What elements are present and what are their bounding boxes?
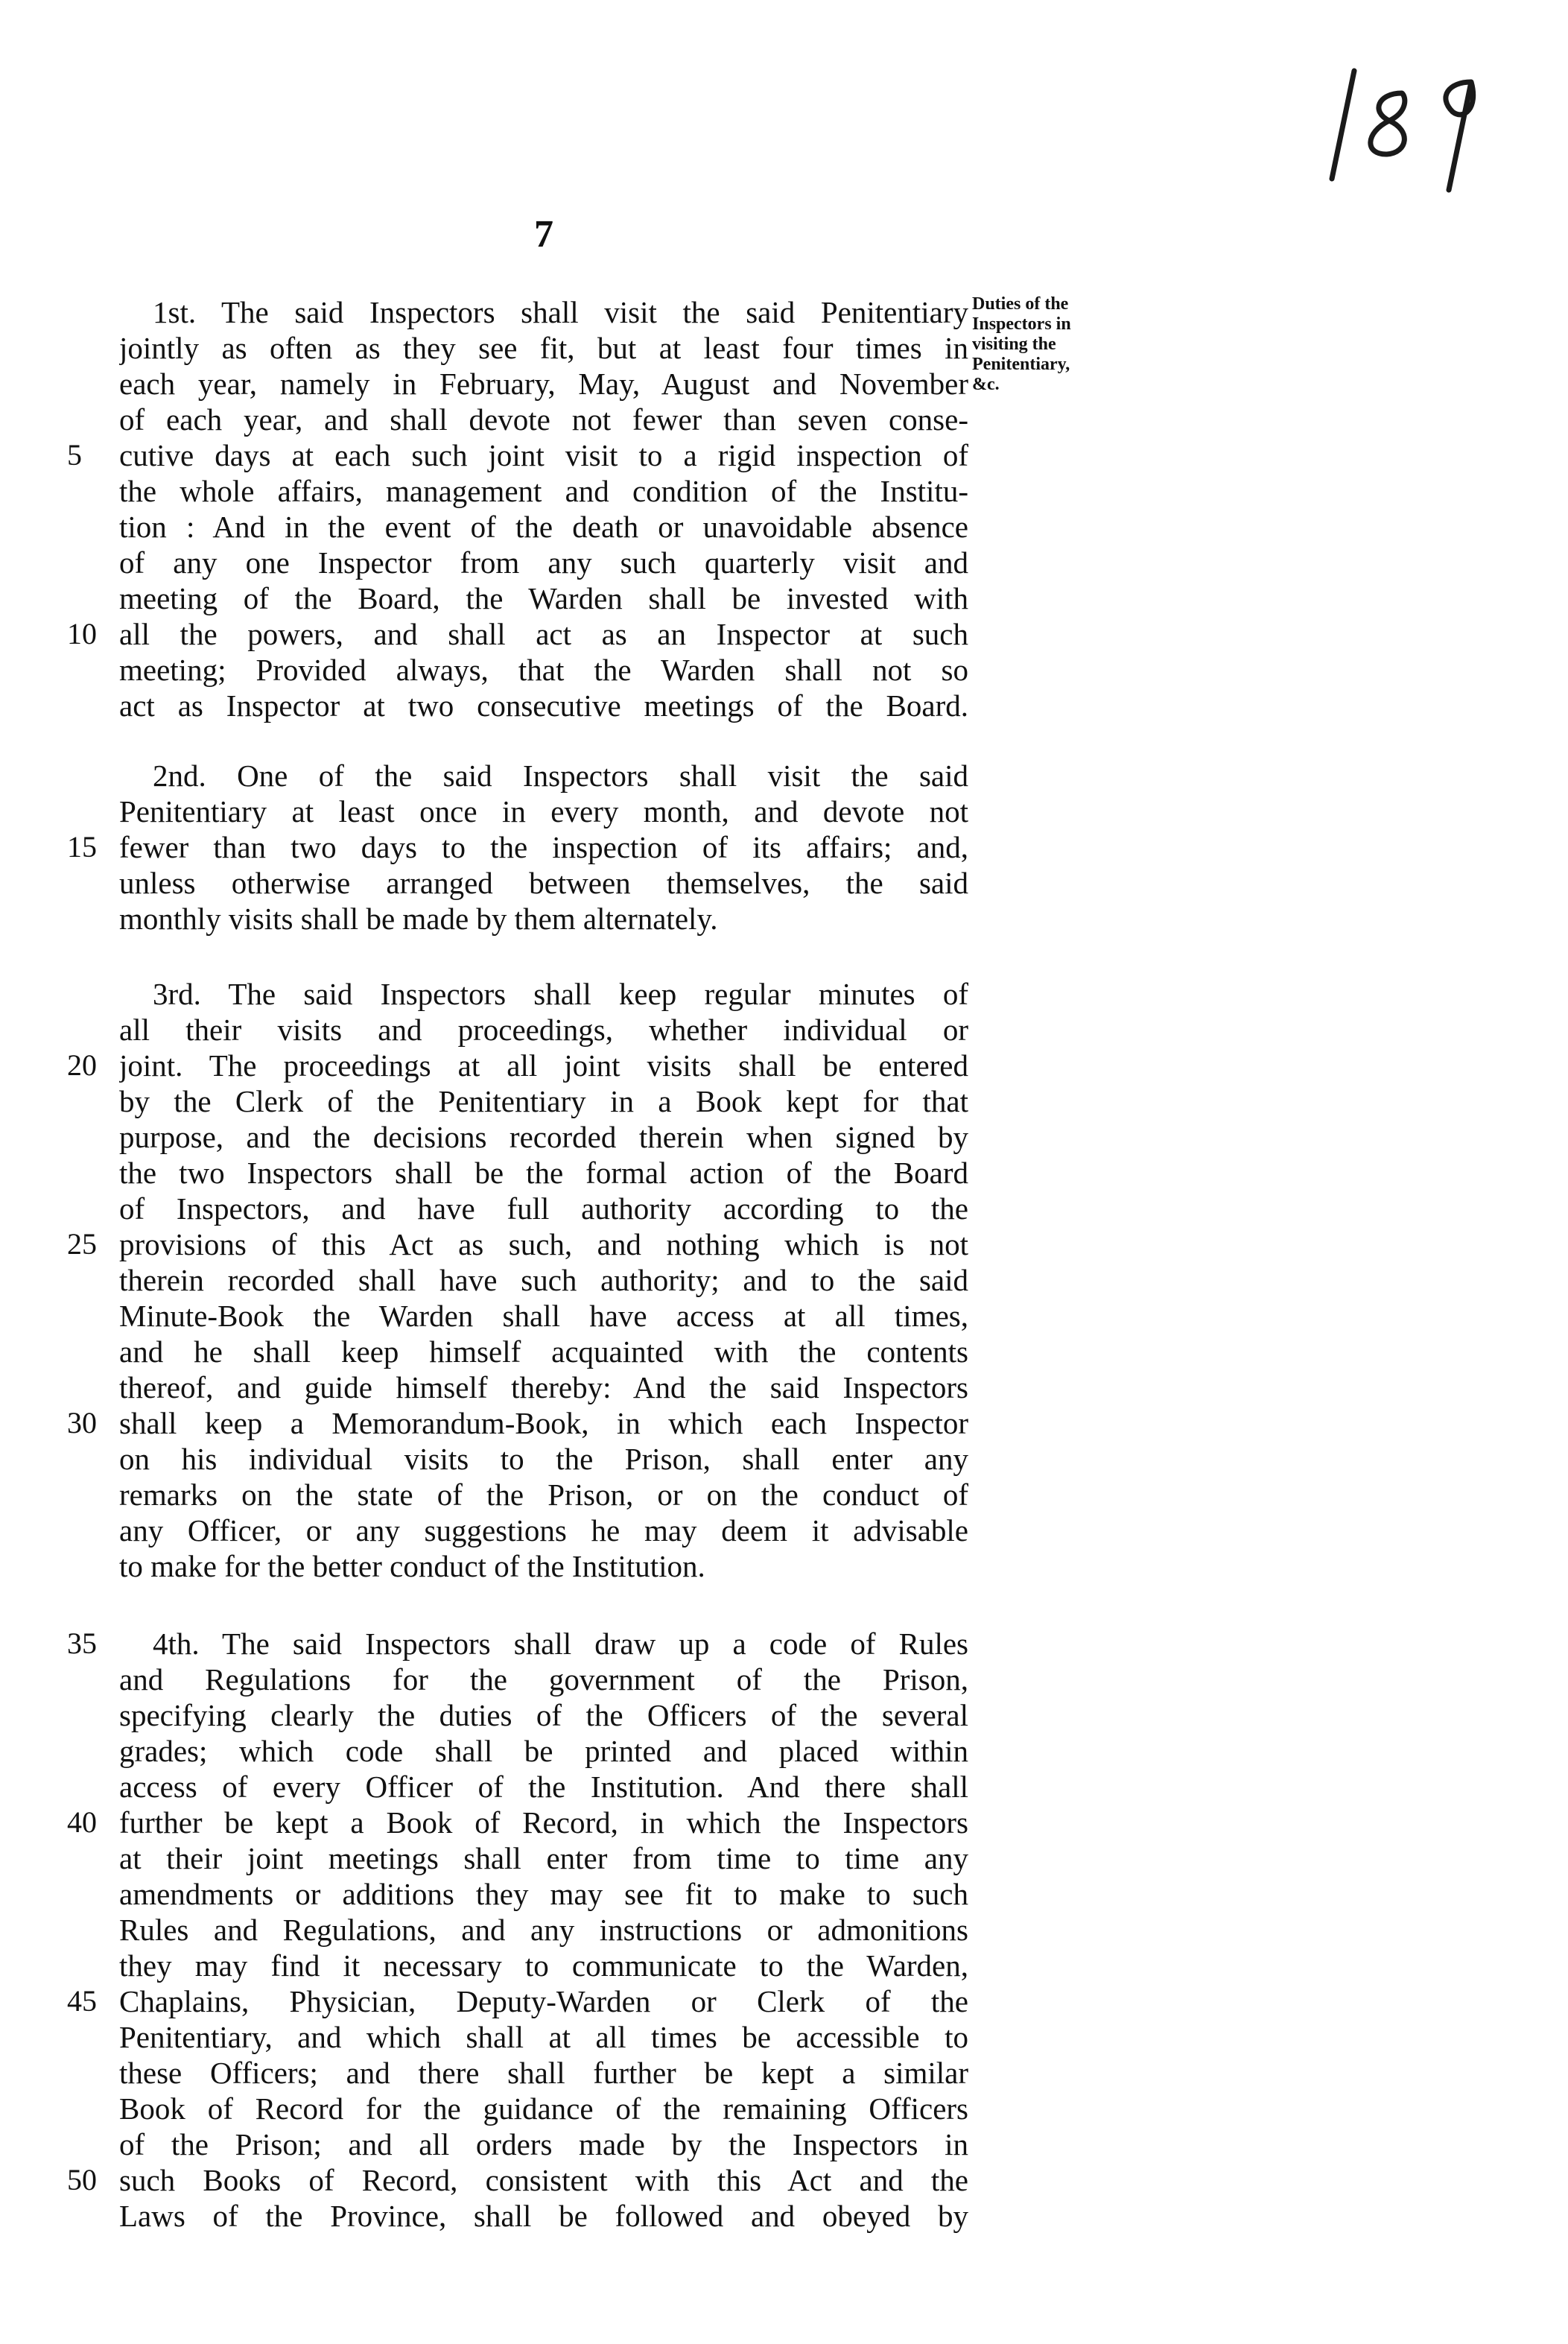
text-line: tion : And in the event of the death or unavoidable absence [119, 510, 968, 544]
text-line: unless otherwise arranged between themselves, the said [119, 866, 968, 900]
text-line: and Regulations for the government of the Prison, [119, 1662, 968, 1697]
handwritten-folio-number [1318, 52, 1490, 201]
sidenote-line: visiting the [972, 335, 1056, 354]
text-line: Penitentiary, and which shall at all times be accessible to [119, 2020, 968, 2054]
sidenote-line: Inspectors in [972, 314, 1071, 334]
text-line: remarks on the state of the Prison, or on the conduct of [119, 1477, 968, 1512]
text-line: to make for the better conduct of the Institution. [119, 1549, 705, 1583]
text-line: on his individual visits to the Prison, shall enter any [119, 1442, 968, 1476]
text-line: provisions of this Act as such, and nothing which is not [119, 1227, 968, 1261]
text-line: of each year, and shall devote not fewer than seven conse- [119, 402, 968, 437]
text-line: Minute-Book the Warden shall have access at all times, [119, 1299, 968, 1333]
text-line: Chaplains, Physician, Deputy-Warden or Clerk of the [119, 1984, 968, 2018]
text-line: the two Inspectors shall be the formal action of the Board [119, 1156, 968, 1190]
text-line: all the powers, and shall act as an Inspector at such [119, 617, 968, 651]
text-line: each year, namely in February, May, August and November [119, 367, 968, 401]
text-line: thereof, and guide himself thereby: And the said Inspectors [119, 1370, 968, 1404]
text-line: of any one Inspector from any such quarterly visit and [119, 545, 968, 580]
line-number: 5 [67, 438, 82, 472]
text-line: meeting of the Board, the Warden shall be invested with [119, 581, 968, 615]
text-line: and he shall keep himself acquainted with the contents [119, 1334, 968, 1369]
line-number: 15 [67, 830, 97, 864]
text-line: grades; which code shall be printed and placed within [119, 1734, 968, 1768]
text-line: of the Prison; and all orders made by the Inspectors in [119, 2127, 968, 2161]
line-number: 40 [67, 1805, 97, 1839]
text-line: fewer than two days to the inspection of its affairs; and, [119, 830, 968, 864]
line-number: 35 [67, 1626, 97, 1660]
page-number: 7 [534, 213, 553, 256]
text-line: 1st. The said Inspectors shall visit the said Penitentiary [153, 295, 968, 329]
line-number: 25 [67, 1227, 97, 1261]
text-line: further be kept a Book of Record, in which the Inspectors [119, 1805, 968, 1840]
text-line: joint. The proceedings at all joint visits shall be entered [119, 1048, 968, 1083]
text-line: 4th. The said Inspectors shall draw up a code of Rules [153, 1626, 968, 1661]
sidenote-line: &c. [972, 375, 1000, 394]
text-line: they may find it necessary to communicate to the Warden, [119, 1948, 968, 1983]
marginal-sidenote [972, 294, 1132, 395]
line-number: 30 [67, 1406, 97, 1439]
text-line: these Officers; and there shall further be kept a similar [119, 2056, 968, 2090]
text-line: such Books of Record, consistent with this Act and the [119, 2163, 968, 2197]
text-line: act as Inspector at two consecutive meetings of the Board. [119, 688, 968, 723]
text-line: 3rd. The said Inspectors shall keep regular minutes of [153, 977, 968, 1011]
sidenote-line: Penitentiary, [972, 355, 1070, 374]
text-line: of Inspectors, and have full authority according to the [119, 1191, 968, 1226]
line-number: 50 [67, 2163, 97, 2196]
text-line: cutive days at each such joint visit to a rigid inspection of [119, 438, 968, 472]
text-line: therein recorded shall have such authority; and to the said [119, 1263, 968, 1297]
text-line: specifying clearly the duties of the Officers of the several [119, 1698, 968, 1732]
text-line: purpose, and the decisions recorded therein when signed by [119, 1120, 968, 1154]
text-line: amendments or additions they may see fit to make to such [119, 1877, 968, 1911]
text-line: Laws of the Province, shall be followed and obeyed by [119, 2199, 968, 2233]
text-line: Book of Record for the guidance of the remaining Officers [119, 2091, 968, 2126]
text-line: shall keep a Memorandum-Book, in which each Inspector [119, 1406, 968, 1440]
text-line: jointly as often as they see fit, but at least four times in [119, 331, 968, 365]
line-number: 45 [67, 1984, 97, 2018]
text-line: 2nd. One of the said Inspectors shall visit the said [153, 758, 968, 793]
text-line: the whole affairs, management and condition of the Institu- [119, 474, 968, 508]
line-number: 20 [67, 1048, 97, 1082]
text-line: at their joint meetings shall enter from time to time any [119, 1841, 968, 1875]
text-line: meeting; Provided always, that the Warden shall not so [119, 653, 968, 687]
text-line: all their visits and proceedings, whether individual or [119, 1013, 968, 1047]
text-line: access of every Officer of the Institution. And there shall [119, 1770, 968, 1804]
text-line: by the Clerk of the Penitentiary in a Book kept for that [119, 1084, 968, 1118]
text-line: any Officer, or any suggestions he may deem it advisable [119, 1513, 968, 1548]
text-line: monthly visits shall be made by them alternately. [119, 902, 718, 936]
line-number: 10 [67, 617, 97, 650]
text-line: Rules and Regulations, and any instructions or admonitions [119, 1913, 968, 1947]
sidenote-line: Duties of the [972, 294, 1069, 314]
text-line: Penitentiary at least once in every month, and devote not [119, 794, 968, 829]
